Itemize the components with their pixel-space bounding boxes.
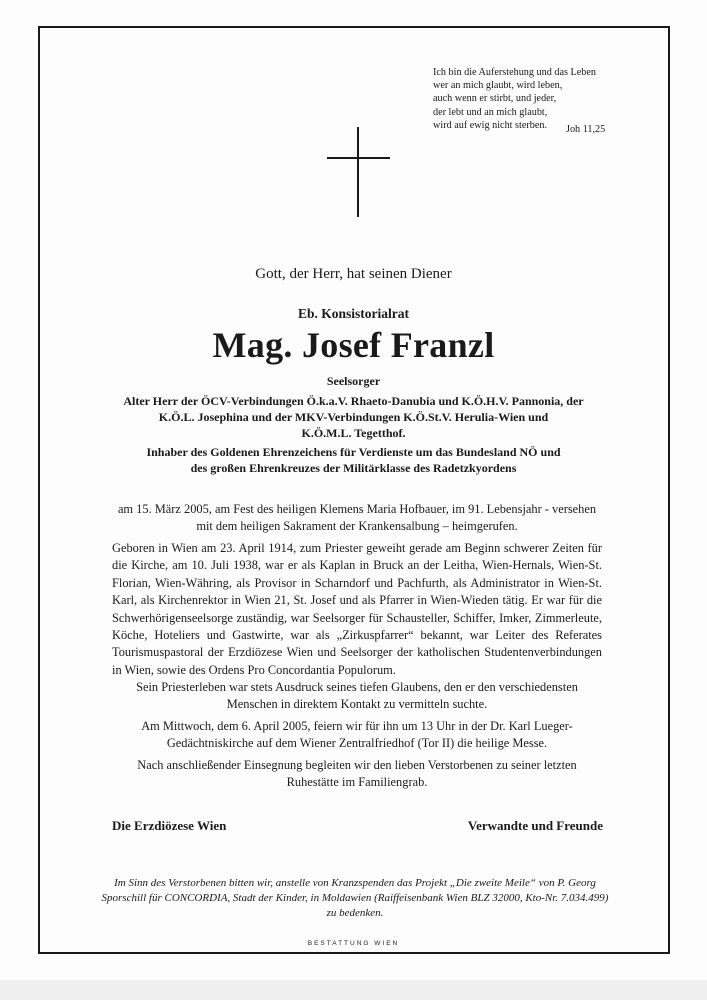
verse-reference: Joh 11,25 xyxy=(566,124,606,135)
role-label: Seelsorger xyxy=(326,374,381,388)
bible-verse xyxy=(433,66,596,132)
orders-line: K.Ö.L. Josephina und der MKV-Verbindungen K.Ö.St.V. Herulia-Wien und xyxy=(158,410,549,424)
signature-archdiocese: Die Erzdiözese Wien xyxy=(112,818,227,833)
verse-line: Ich bin die Auferstehung und das Leben xyxy=(433,67,596,78)
verse-line: auch wenn er stirbt, und jeder, xyxy=(433,93,557,105)
biography-paragraph: Geboren in Wien am 23. April 1914, zum Priester geweiht gerade am Beginn schwerer Zeiten für die Kirche, am 10. Juli 1938, war er als Kaplan in Bruck an der Leitha, Wien-Hernals, Wien-St. Florian, Wien-Währing, als Provisor in Scharndorf und Pachfurth, als Administrator in Wien-St. Karl, als Kirchenrektor in Wien 21, St. Josef und als Pfarrer in Wien-Wieden tätig. Er war für die Schwerhörigenseelsorge zuständig, war Seelsorger für Schausteller, Schiffer, Imker, Zimmerleute, Köche, Hoteliers und Gastwirte, war als „Zirkuspfarrer“ bekannt, war Leiter des Referates Tourismuspastoral der Erzdiözese Wien und Seelsorger der katholischen Studentenverbindungen in Wien, sowie des Ordens Pro Concordantia Populorum. xyxy=(112,541,602,677)
donation-request: Im Sinn des Verstorbenen bitten wir, anstelle von Kranzspenden das Projekt „Die zweite Meile“ von P. Georg Sporschill für CONCORDIA, Stadt der Kinder, in Moldawien (Raiffeisenbank Wien BLZ 32000, Kto-Nr. 7.034.499) zu bedenken. xyxy=(101,877,609,919)
undertaker-imprint: BESTATTUNG WIEN xyxy=(307,940,400,947)
deceased-name: Mag. Josef Franzl xyxy=(212,325,495,365)
orders-line: K.Ö.M.L. Tegetthof. xyxy=(301,426,406,440)
death-announcement-paragraph: am 15. März 2005, am Fest des heiligen Klemens Maria Hofbauer, im 91. Lebensjahr - versehen mit dem heiligen Sakrament der Krankensalbung – heimgerufen. xyxy=(117,502,597,534)
burial-paragraph: Nach anschließender Einsegnung begleiten wir den lieben Verstorbenen zu seiner letzten Ruhestätte im Familiengrab. xyxy=(137,758,577,790)
honors xyxy=(60,444,647,476)
title-prefix: Eb. Konsistorialrat xyxy=(297,306,409,321)
honors-line: Inhaber des Goldenen Ehrenzeichens für Verdienste um das Bundesland NÖ und xyxy=(146,445,561,459)
verse-line: wer an mich glaubt, wird leben, xyxy=(433,80,563,92)
intro-line: Gott, der Herr, hat seinen Diener xyxy=(255,266,452,282)
fraternity-memberships xyxy=(60,393,647,441)
orders-line: Alter Herr der ÖCV-Verbindungen Ö.k.a.V. Rhaeto-Danubia und K.Ö.H.V. Pannonia, der xyxy=(123,394,584,408)
black-border-frame xyxy=(38,26,670,954)
mass-paragraph: Am Mittwoch, dem 6. April 2005, feiern wir für ihn um 13 Uhr in der Dr. Karl Lueger-Gedächtniskirche auf dem Wiener Zentralfriedhof (Tor II) die heilige Messe. xyxy=(141,719,573,751)
faith-paragraph: Sein Priesterleben war stets Ausdruck seines tiefen Glaubens, den er den verschiedensten Menschen in direktem Kontakt zu vermitteln suchte. xyxy=(136,680,578,712)
honors-line: des großen Ehrenkreuzes der Militärklasse des Radetzkyordens xyxy=(190,461,517,475)
verse-line: wird auf ewig nicht sterben. xyxy=(433,119,548,131)
signature-family: Verwandte und Freunde xyxy=(467,818,603,833)
verse-line: der lebt und an mich glaubt, xyxy=(433,106,548,118)
